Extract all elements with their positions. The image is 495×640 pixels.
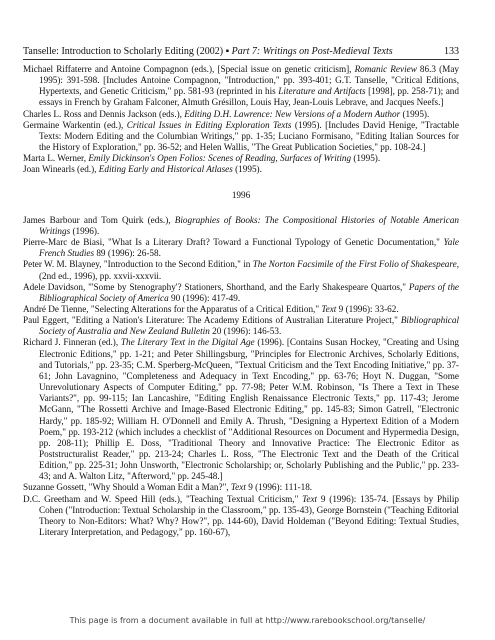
entry-title: Critical Issues in Editing Exploration Texts bbox=[126, 119, 292, 130]
entry-text: 9 (1996): 135-74. [Essays by Philip Cohen ("Introduction: Textual Scholarship in the Classroom," pp. 135-43), George Bornstein ("Teaching Editorial Theory to Non-Editors: What? Why? How?", pp. 144-60), David Holdeman ("Beyond Editing: Textual Studies, Literary Interpretation, and Pedagogy," pp. 160-67), bbox=[39, 493, 459, 538]
entries-1996 bbox=[23, 215, 459, 539]
bibliography-body bbox=[23, 64, 459, 538]
running-head bbox=[23, 46, 459, 60]
entry-text: 20 (1996): 146-53. bbox=[209, 326, 282, 337]
entry-text: Germaine Warkentin (ed.), bbox=[23, 119, 127, 130]
entry-text: Richard J. Finneran (ed.), bbox=[23, 337, 121, 348]
entry-title: Yale French Studies bbox=[39, 237, 459, 259]
entry-text: (1996). [Contains Susan Hockey, "Creating and Using Electronic Editions," pp. 1-21; and Peter Shillingsburg, "Principles for Electronic Archives, Scholarly Editions, and Tutorials," pp. 23-35; C.M. Sperberg-McQueen, "Textual Criticism and the Text Encoding Initiative," pp. 37-61; John Lavagnino, "Completeness and Adequacy in Text Encoding," pp. 63-76; Hoyt N. Duggan, "Some Unrevolutionary Aspects of Computer Editing," pp. 77-98; Peter W.M. Robinson, "Is There a Text in These Variants?", pp. 99-115; Ian Lancashire, "Editing English Renaissance Electronic Texts," pp. 117-43; Jerome McGann, "The Rossetti Archive and Image-Based Electronic Editing," pp. 145-83; Simon Gatrell, "Electronic Hardy," pp. 185-92; William H. O'Donnell and Emily A. Thrush, "Designing a Hypertext Edition of a Modern Poem," pp. 193-212 (which includes a checklist of "Additional Resources on Document and Hypermedia Design, pp. 208-11); Phillip E. Doss, "Traditional Theory and Innovative Practice: The Electronic Editor as Poststructuralist Reader," pp. 213-24; Charles L. Ross, "The Electronic Text and the Death of the Critical Edition," pp. 225-31; John Unsworth, "Electronic Scholarship; or, Scholarly Publishing and the Public," pp. 233-43; and A. Walton Litz, "Afterword," pp. 245-48.] bbox=[39, 337, 460, 482]
entry-text: 89 (1996): 26-58. bbox=[94, 248, 161, 259]
entry-title: Bibliographical Society of Australia and New Zealand Bulletin bbox=[39, 315, 459, 337]
entry-title: Editing Early and Historical Atlases bbox=[98, 164, 233, 175]
bibliography-entry bbox=[23, 120, 459, 153]
entry-text: Peter W. M. Blayney, "Introduction to the Second Edition," in bbox=[23, 259, 253, 270]
entry-text: D.C. Greetham and W. Speed Hill (eds.), "Teaching Textual Criticism," bbox=[23, 493, 303, 504]
entry-title: The Norton Facsimile of the First Folio of Shakespeare bbox=[252, 259, 457, 270]
entry-text: 90 (1996): 417-49. bbox=[168, 292, 241, 303]
entry-text: [1998], pp. 258-71); and essays in French by Graham Falconer, Almuth Grésillon, Louis Hay, Jean-Louis Lebrave, and Jacques Neefs.] bbox=[39, 86, 459, 108]
entry-text: (1995). bbox=[232, 164, 262, 175]
entry-text: (1995). bbox=[400, 108, 430, 119]
part-title: Part 7: Writings on Post-Medieval Texts bbox=[231, 46, 393, 57]
page-number: 133 bbox=[444, 46, 459, 57]
entry-text: Suzanne Gossett, "Why Should a Woman Edit a Man?", bbox=[23, 482, 231, 493]
entry-title: The Literary Text in the Digital Age bbox=[120, 337, 255, 348]
separator-glyph: ▪ bbox=[225, 46, 230, 57]
bibliography-entry bbox=[23, 494, 459, 539]
bibliography-entry bbox=[23, 237, 459, 259]
entry-title: Biographies of Books: The Compositional Histories of Notable American Writings bbox=[39, 214, 460, 236]
entry-text: , (2nd ed., 1996), pp. xxvii-xxxvii. bbox=[39, 259, 459, 281]
bibliography-entry bbox=[23, 315, 459, 337]
entry-title: Text bbox=[302, 493, 318, 504]
entry-text: (1995). [Includes David Henige, "Tractable Texts: Modern Editing and the Columbian Writings," pp. 1-35; Luciano Formisano, "Editing Italian Sources for the History of Exploration," pp. 36-52; and Helen Wallis, "The Great Publication Societies," pp. 108-24.] bbox=[39, 119, 459, 153]
entry-title: Editing D.H. Lawrence: New Versions of a Modern Author bbox=[184, 108, 401, 119]
bibliography-entry bbox=[23, 109, 459, 120]
bibliography-entry bbox=[23, 259, 459, 281]
entry-title: Literature and Artifacts bbox=[278, 86, 366, 97]
entry-text: 9 (1996): 33-62. bbox=[336, 303, 399, 314]
entry-text: 9 (1996): 111-18. bbox=[245, 482, 313, 493]
running-title bbox=[23, 46, 393, 58]
year-heading: 1996 bbox=[231, 189, 251, 200]
entry-text: Adele Davidson, "'Some by Stenography'? Stationers, Shorthand, and the Early Shakespeare Quartos," bbox=[23, 281, 409, 292]
entry-title: Romanic Review bbox=[354, 64, 417, 74]
entries-1995 bbox=[23, 64, 459, 176]
running-title-text: Tanselle: Introduction to Scholarly Editing (2002) bbox=[23, 46, 224, 57]
bibliography-entry bbox=[23, 164, 459, 175]
entry-text: (1995). bbox=[351, 153, 381, 164]
bibliography-entry bbox=[23, 304, 459, 315]
entry-title: Papers of the Bibliographical Society of America bbox=[39, 281, 460, 303]
entry-text: Pierre-Marc de Biasi, "What Is a Literary Draft? Toward a Functional Typology of Genetic Documentation," bbox=[23, 237, 444, 248]
entry-text: 86.3 (May 1995): 391-598. [Includes Antoine Compagnon, "Introduction," pp. 393-401; G.T. Tanselle, "Critical Editions, Hypertexts, and Genetic Criticism," pp. 581-93 (reprinted in his bbox=[39, 64, 460, 97]
bibliography-entry bbox=[23, 282, 459, 304]
entry-text: Joan Winearls (ed.), bbox=[23, 164, 99, 175]
entry-text: (1996). bbox=[70, 225, 100, 236]
bibliography-entry bbox=[23, 337, 459, 482]
entry-text: Marta L. Werner, bbox=[23, 153, 89, 164]
bibliography-entry bbox=[23, 215, 459, 237]
bibliography-entry bbox=[23, 482, 459, 493]
entry-title: Text bbox=[321, 303, 337, 314]
bibliography-entry bbox=[23, 64, 459, 109]
entry-title: Emily Dickinson's Open Folios: Scenes of Reading, Surfaces of Writing bbox=[88, 153, 352, 164]
entry-text: Charles L. Ross and Dennis Jackson (eds.), bbox=[23, 108, 185, 119]
entry-text: Michael Riffaterre and Antoine Compagnon (eds.), [Special issue on genetic criticism], bbox=[23, 64, 355, 74]
entry-text: James Barbour and Tom Quirk (eds.), bbox=[23, 214, 175, 225]
bibliography-entry bbox=[23, 153, 459, 164]
entry-text: Paul Eggert, "Editing a Nation's Literature: The Academy Editions of Australian Literature Project," bbox=[23, 315, 401, 326]
entry-title: Text bbox=[230, 482, 246, 493]
footer-note: This page is from a document available in full at http://www.rarebookschool.org/tanselle/ bbox=[69, 616, 426, 625]
entry-text: André De Tienne, "Selecting Alterations for the Apparatus of a Critical Edition," bbox=[23, 303, 322, 314]
